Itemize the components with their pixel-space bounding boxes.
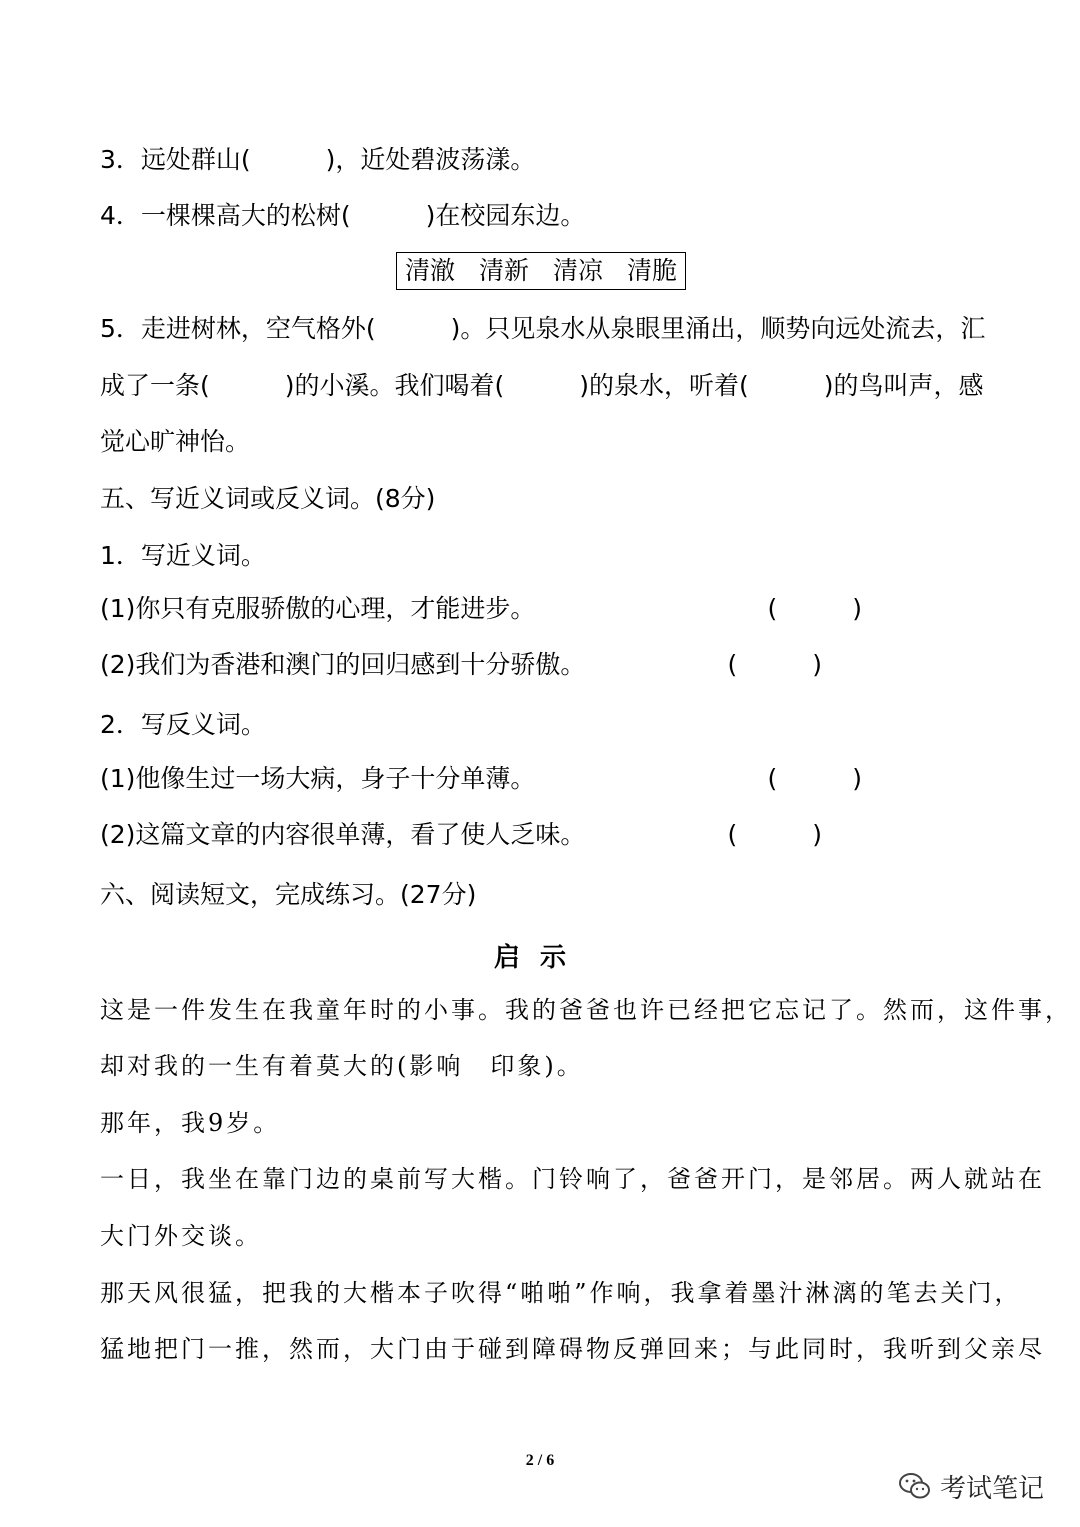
question-3: 3．远处群山( )，近处碧波荡漾。 [100, 145, 536, 174]
passage-line: 大门外交谈。 [100, 1222, 262, 1250]
question-4: 4．一棵棵高大的松树( )在校园东边。 [100, 201, 586, 230]
item-text: (2)我们为香港和澳门的回归感到十分骄傲。 [100, 650, 586, 679]
watermark [898, 1466, 1044, 1506]
section-5-heading: 五、写近义词或反义词。(8分) [100, 484, 436, 513]
antonym-heading: 2．写反义词。 [100, 710, 266, 739]
section-6-heading: 六、阅读短文，完成练习。(27分) [100, 880, 477, 909]
wechat-icon [898, 1471, 932, 1501]
passage-line: 那年，我9岁。 [100, 1109, 281, 1137]
question-5-line-3: 觉心旷神怡。 [100, 427, 251, 456]
item-text: (1)你只有克服骄傲的心理，才能进步。 [100, 594, 536, 623]
synonym-item-2 [100, 648, 982, 682]
antonym-item-1 [100, 762, 982, 796]
question-5-line-2: 成了一条( )的小溪。我们喝着( )的泉水，听着( )的鸟叫声，感 [100, 371, 984, 400]
passage-line: 一日，我坐在靠门边的桌前写大楷。门铃响了，爸爸开门，是邻居。两人就站在 [100, 1165, 1045, 1193]
answer-blank[interactable]: ( ) [767, 764, 862, 793]
item-text: (1)他像生过一场大病，身子十分单薄。 [100, 764, 536, 793]
word-choice-box [396, 252, 686, 290]
word-option: 清脆 [626, 256, 677, 285]
word-option: 清凉 [552, 256, 603, 285]
item-text: (2)这篇文章的内容很单薄，看了使人乏味。 [100, 820, 586, 849]
passage-line: 猛地把门一推，然而，大门由于碰到障碍物反弹回来；与此同时，我听到父亲尽 [100, 1335, 1045, 1363]
word-option: 清新 [479, 256, 530, 285]
question-5-line-1: 5．走进树林，空气格外( )。只见泉水从泉眼里涌出，顺势向远处流去，汇 [100, 314, 986, 343]
passage-line: 却对我的一生有着莫大的(影响 印象)。 [100, 1052, 584, 1080]
answer-blank[interactable]: ( ) [727, 820, 822, 849]
antonym-item-2 [100, 818, 982, 852]
word-option: 清澈 [405, 256, 456, 285]
passage-line: 这是一件发生在我童年时的小事。我的爸爸也许已经把它忘记了。然而，这件事， [100, 996, 1072, 1024]
synonym-item-1 [100, 592, 982, 626]
watermark-text: 考试笔记 [939, 1473, 1044, 1504]
page-number: 2 / 6 [525, 1452, 555, 1469]
passage-line: 那天风很猛，把我的大楷本子吹得“啪啪”作响，我拿着墨汁淋漓的笔去关门， [100, 1279, 1022, 1307]
passage-title: 启示 [493, 943, 586, 973]
synonym-heading: 1．写近义词。 [100, 541, 266, 570]
answer-blank[interactable]: ( ) [767, 594, 862, 623]
answer-blank[interactable]: ( ) [727, 650, 822, 679]
